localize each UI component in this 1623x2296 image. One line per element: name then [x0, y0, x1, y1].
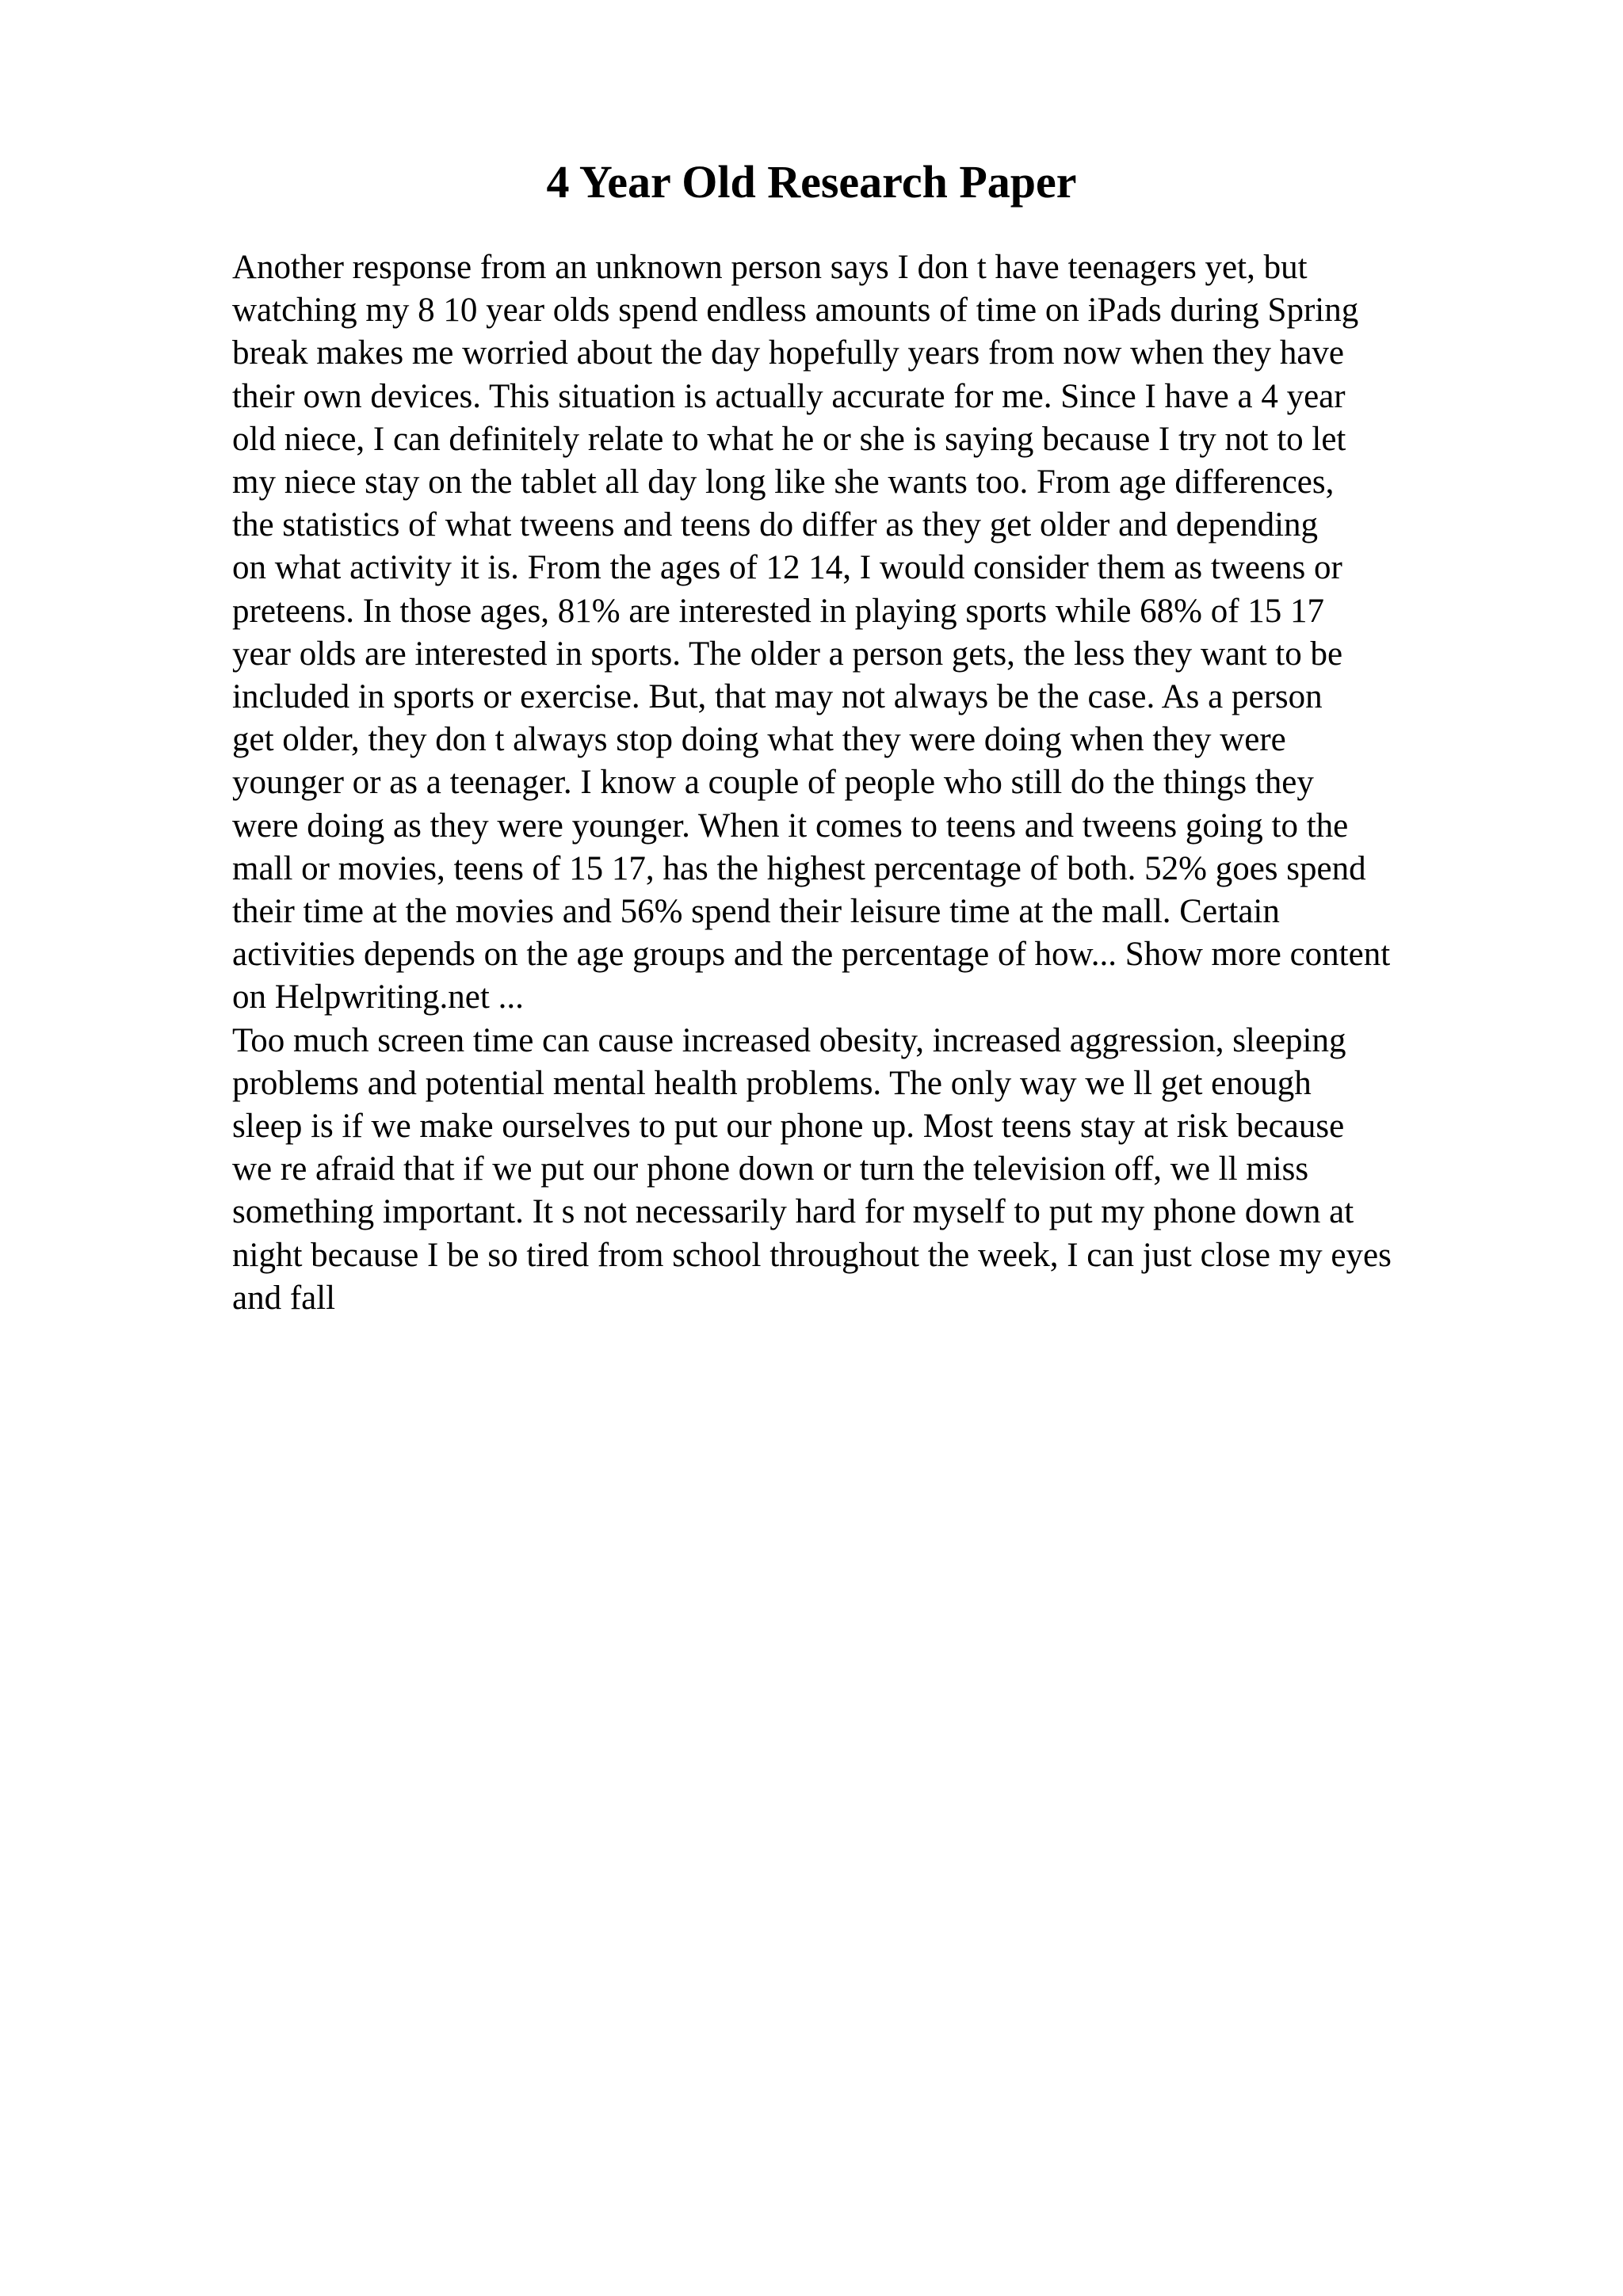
- body-line: included in sports or exercise. But, that may not always be the case. As a person: [232, 678, 1323, 716]
- body-line: preteens. In those ages, 81% are interested in playing sports while 68% of 15 17: [232, 592, 1325, 630]
- body-line: break makes me worried about the day hopefully years from now when they have: [232, 334, 1345, 372]
- body-line: year olds are interested in sports. The older a person gets, the less they want to be: [232, 635, 1343, 673]
- body-line: Too much screen time can cause increased obesity, increased aggression, sleeping: [232, 1021, 1346, 1059]
- body-line: their own devices. This situation is actually accurate for me. Since I have a 4 year: [232, 377, 1346, 415]
- body-line: get older, they don t always stop doing what they were doing when they were: [232, 721, 1286, 759]
- body-line: Another response from an unknown person says I don t have teenagers yet, but: [232, 249, 1308, 286]
- body-line: activities depends on the age groups and the percentage of how... Show more content: [232, 936, 1391, 974]
- body-line: younger or as a teenager. I know a couple of people who still do the things they: [232, 764, 1314, 802]
- body-line: on Helpwriting.net ...: [232, 978, 524, 1016]
- body-line: were doing as they were younger. When it comes to teens and tweens going to the: [232, 807, 1349, 845]
- body-line: old niece, I can definitely relate to what he or she is saying because I try not to let: [232, 420, 1346, 458]
- body-line: on what activity it is. From the ages of 12 14, I would consider them as tweens or: [232, 549, 1342, 587]
- body-line: their time at the movies and 56% spend their leisure time at the mall. Certain: [232, 893, 1280, 931]
- document-body: [232, 246, 1516, 1320]
- body-line: problems and potential mental health problems. The only way we ll get enough: [232, 1064, 1312, 1102]
- body-line: we re afraid that if we put our phone down or turn the television off, we ll miss: [232, 1150, 1309, 1188]
- body-line: something important. It s not necessarily hard for myself to put my phone down at: [232, 1193, 1354, 1231]
- body-line: night because I be so tired from school throughout the week, I can just close my eyes: [232, 1236, 1392, 1274]
- body-line: and fall: [232, 1279, 336, 1317]
- body-line: sleep is if we make ourselves to put our phone up. Most teens stay at risk because: [232, 1108, 1345, 1146]
- body-line: the statistics of what tweens and teens do differ as they get older and depending: [232, 506, 1319, 544]
- body-line: mall or movies, teens of 15 17, has the highest percentage of both. 52% goes spend: [232, 849, 1366, 887]
- body-line: watching my 8 10 year olds spend endless amounts of time on iPads during Spring: [232, 292, 1359, 330]
- body-line: my niece stay on the tablet all day long like she wants too. From age differences,: [232, 463, 1335, 502]
- document-title: 4 Year Old Research Paper: [546, 156, 1077, 208]
